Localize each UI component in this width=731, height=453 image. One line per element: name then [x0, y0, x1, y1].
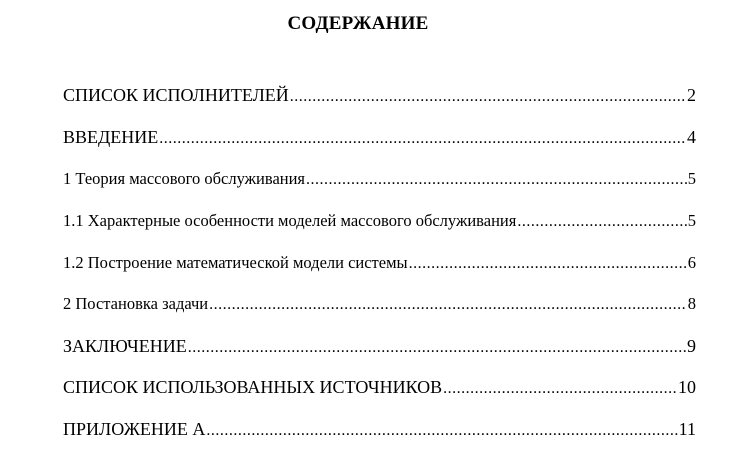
toc-page-number: 11 [678, 419, 696, 439]
toc-entry[interactable] [63, 169, 696, 193]
toc-page-number: 9 [687, 336, 696, 356]
toc-dot-leader [159, 130, 686, 148]
toc-page-number: 6 [687, 253, 696, 272]
toc-entry-text: ЗАКЛЮЧЕНИЕ [63, 336, 187, 356]
toc-page-number: 5 [687, 169, 696, 188]
toc-entry-text: ПРИЛОЖЕНИЕ А [63, 419, 206, 439]
toc-dot-leader [209, 296, 687, 314]
toc-page-number: 5 [687, 211, 696, 230]
toc-entry-text: 1.2 Построение математической модели системы [63, 253, 408, 272]
toc-entry-text: 2 Постановка задачи [63, 294, 209, 313]
toc-dot-leader [290, 88, 686, 106]
toc-entry[interactable] [63, 211, 696, 235]
toc-entry[interactable] [63, 377, 696, 401]
toc-entry-text: ВВЕДЕНИЕ [63, 127, 159, 147]
toc-dot-leader [517, 213, 686, 231]
toc-dot-leader [306, 171, 687, 189]
toc-entry-text: 1.1 Характерные особенности моделей массового обслуживания [63, 211, 517, 230]
toc-entry-text: 1 Теория массового обслуживания [63, 169, 306, 188]
toc-page-number: 2 [687, 85, 696, 105]
toc-entry-text: СПИСОК ИСПОЛЬЗОВАННЫХ ИСТОЧНИКОВ [63, 377, 443, 397]
toc-dot-leader [443, 380, 677, 398]
toc-dot-leader [409, 255, 687, 273]
toc-entry[interactable] [63, 336, 696, 360]
toc-entry[interactable] [63, 253, 696, 277]
toc-entry[interactable] [63, 127, 696, 151]
toc-page-number: 8 [687, 294, 696, 313]
toc-dot-leader [188, 339, 686, 357]
toc-entry[interactable] [63, 294, 696, 318]
toc-page-number: 10 [678, 377, 696, 397]
toc-entry-text: СПИСОК ИСПОЛНИТЕЛЕЙ [63, 85, 289, 105]
toc-title: СОДЕРЖАНИЕ [287, 13, 429, 34]
toc-page-number: 4 [687, 127, 696, 147]
toc-entry[interactable] [63, 85, 696, 109]
toc-dot-leader [206, 422, 677, 440]
toc-entry[interactable] [63, 419, 696, 443]
